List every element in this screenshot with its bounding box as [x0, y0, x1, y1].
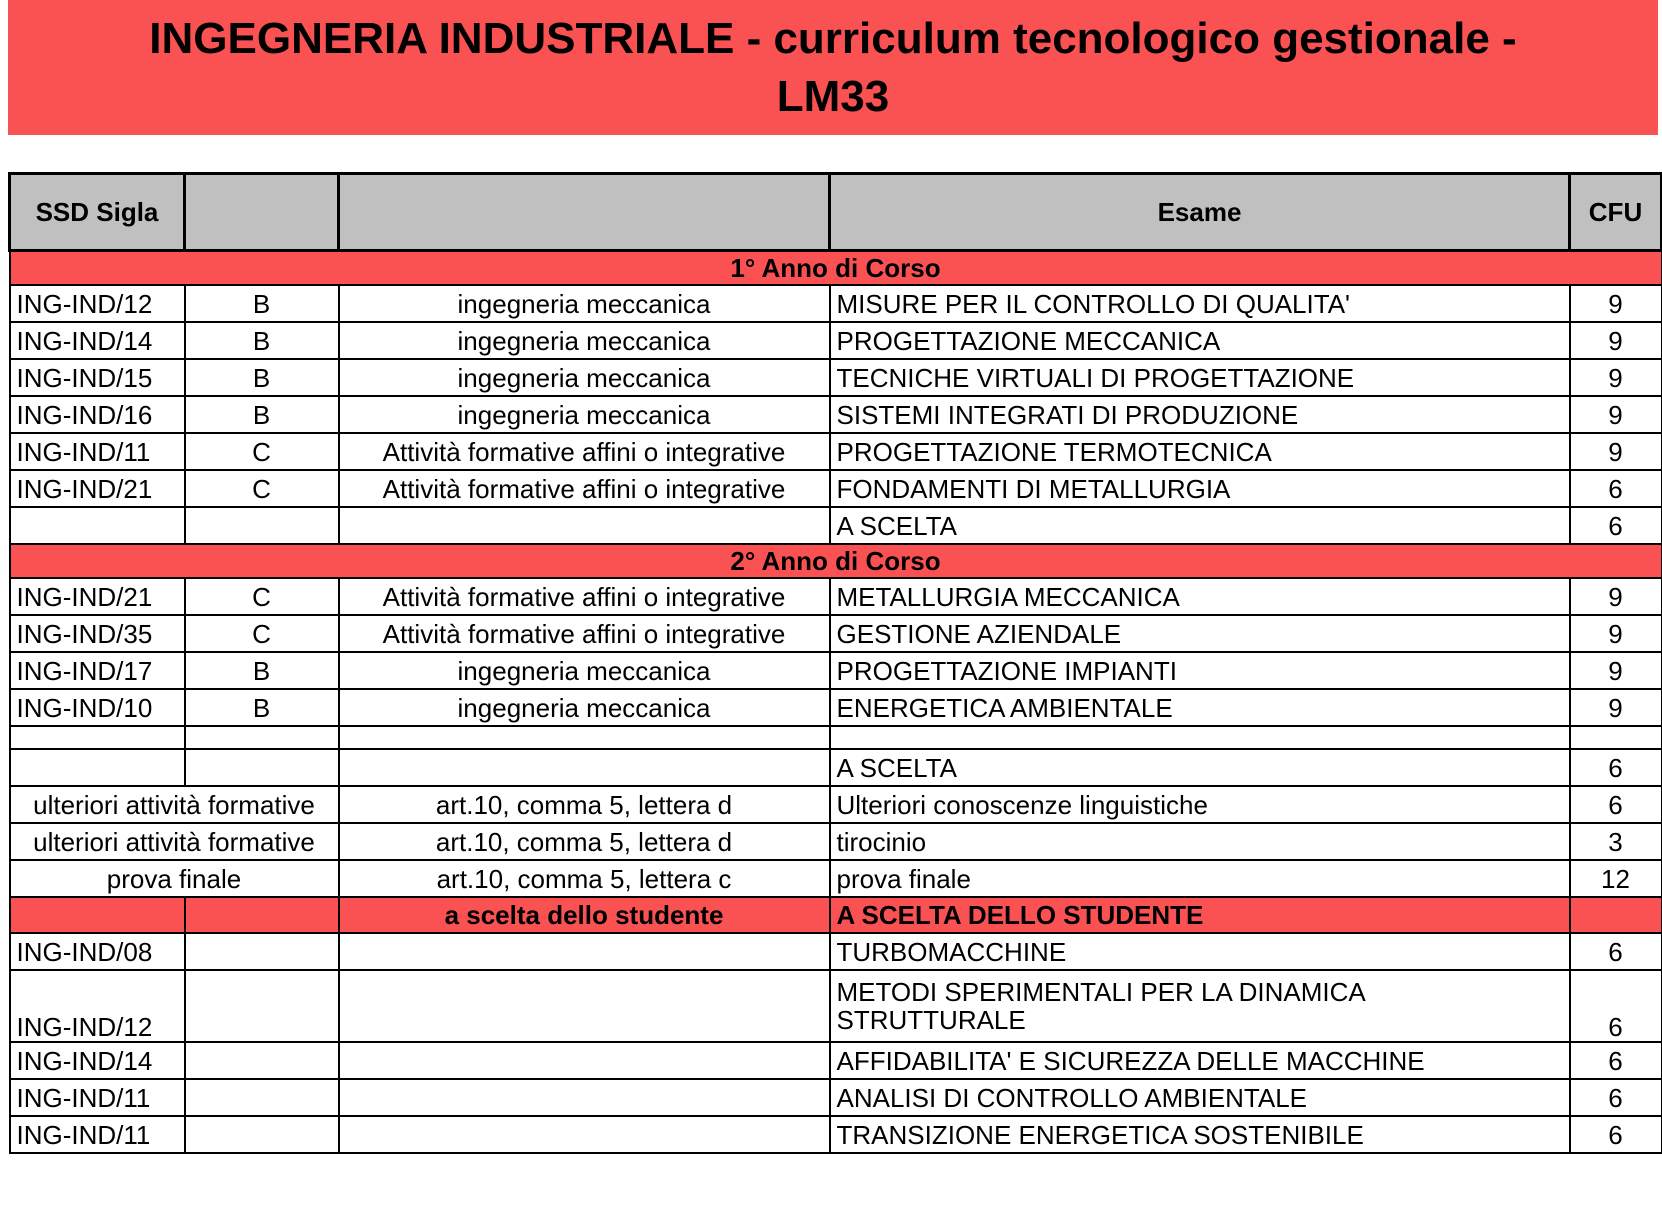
table-row	[10, 1042, 1662, 1079]
year2-section	[10, 544, 1662, 578]
cell-sigla: C	[185, 578, 339, 615]
table-row	[10, 652, 1662, 689]
table-row	[10, 578, 1662, 615]
cell-esame: TURBOMACCHINE	[830, 933, 1570, 970]
cell-ambito: ingegneria meccanica	[339, 359, 830, 396]
cell-esame: PROGETTAZIONE IMPIANTI	[830, 652, 1570, 689]
cell-ambito: ingegneria meccanica	[339, 322, 830, 359]
header-ssd: SSD Sigla	[10, 174, 185, 251]
cell-cfu: 9	[1570, 689, 1662, 726]
cell-esame: GESTIONE AZIENDALE	[830, 615, 1570, 652]
table-row	[10, 433, 1662, 470]
title-line-1: INGEGNERIA INDUSTRIALE - curriculum tecnologico gestionale -	[149, 13, 1517, 63]
cell-sigla: B	[185, 396, 339, 433]
cell-ambito	[339, 507, 830, 544]
cell-cfu: 6	[1570, 1079, 1662, 1116]
cell-esame-line2: STRUTTURALE	[836, 1005, 1026, 1035]
table-row	[10, 749, 1662, 786]
cell-ssd: ING-IND/08	[10, 933, 185, 970]
cell-esame: A SCELTA	[830, 507, 1570, 544]
cell-cfu: 6	[1570, 507, 1662, 544]
cell-esame	[830, 970, 1570, 1042]
cell-ssd: ING-IND/14	[10, 1042, 185, 1079]
cell-esame: Ulteriori conoscenze linguistiche	[830, 786, 1570, 823]
cell-ssd: ING-IND/11	[10, 433, 185, 470]
table-row	[10, 933, 1662, 970]
table-row	[10, 860, 1662, 897]
cell-esame: PROGETTAZIONE TERMOTECNICA	[830, 433, 1570, 470]
cell-cfu: 9	[1570, 285, 1662, 322]
cell-ambito: ingegneria meccanica	[339, 396, 830, 433]
page-title	[8, 0, 1658, 135]
cell-sigla: C	[185, 615, 339, 652]
table-row	[10, 1116, 1662, 1153]
cell-esame: ENERGETICA AMBIENTALE	[830, 689, 1570, 726]
cell-ssd: ING-IND/17	[10, 652, 185, 689]
cell-sigla: B	[185, 359, 339, 396]
curriculum-table	[8, 172, 1662, 1154]
header-cfu: CFU	[1570, 174, 1662, 251]
table-row	[10, 322, 1662, 359]
year1-label: 1° Anno di Corso	[10, 251, 1662, 286]
cell-norma: art.10, comma 5, lettera c	[339, 860, 830, 897]
cell-cfu: 6	[1570, 470, 1662, 507]
header-col3	[339, 174, 830, 251]
cell-ambito: ingegneria meccanica	[339, 652, 830, 689]
cell-cfu: 9	[1570, 615, 1662, 652]
cell-esame-line1: METODI SPERIMENTALI PER LA DINAMICA	[836, 977, 1366, 1007]
cell-cfu: 6	[1570, 1042, 1662, 1079]
cell-cfu: 9	[1570, 396, 1662, 433]
cell-ssd: ING-IND/14	[10, 322, 185, 359]
cell-ambito: Attività formative affini o integrative	[339, 578, 830, 615]
cell-sigla: C	[185, 470, 339, 507]
empty-row	[10, 726, 1662, 749]
cell-cfu: 6	[1570, 970, 1662, 1042]
cell-esame: tirocinio	[830, 823, 1570, 860]
cell-ssd: ING-IND/21	[10, 578, 185, 615]
cell-sigla: C	[185, 433, 339, 470]
cell-cfu: 9	[1570, 652, 1662, 689]
cell-cfu: 6	[1570, 786, 1662, 823]
cell-ssd: ING-IND/35	[10, 615, 185, 652]
cell-esame: TRANSIZIONE ENERGETICA SOSTENIBILE	[830, 1116, 1570, 1153]
cell-sigla: B	[185, 689, 339, 726]
table-row	[10, 470, 1662, 507]
year2-label: 2° Anno di Corso	[10, 544, 1662, 578]
cell-norma: art.10, comma 5, lettera d	[339, 786, 830, 823]
cell-cfu: 9	[1570, 359, 1662, 396]
table-row	[10, 1079, 1662, 1116]
cell-esame: AFFIDABILITA' E SICUREZZA DELLE MACCHINE	[830, 1042, 1570, 1079]
table-row	[10, 396, 1662, 433]
cell-esame: SISTEMI INTEGRATI DI PRODUZIONE	[830, 396, 1570, 433]
cell-norma: art.10, comma 5, lettera d	[339, 823, 830, 860]
table-row	[10, 786, 1662, 823]
electives-header	[10, 897, 1662, 933]
cell-ambito: ingegneria meccanica	[339, 285, 830, 322]
cell-ambito: Attività formative affini o integrative	[339, 615, 830, 652]
table-row	[10, 359, 1662, 396]
cell-cfu: 9	[1570, 433, 1662, 470]
table-row	[10, 823, 1662, 860]
electives-group-label: a scelta dello studente	[339, 897, 830, 933]
table-row	[10, 970, 1662, 1042]
cell-ambito: ingegneria meccanica	[339, 689, 830, 726]
cell-ssd: ING-IND/11	[10, 1116, 185, 1153]
cell-ssd: ING-IND/15	[10, 359, 185, 396]
cell-ssd: ING-IND/16	[10, 396, 185, 433]
cell-esame: METALLURGIA MECCANICA	[830, 578, 1570, 615]
table-row	[10, 507, 1662, 544]
table-row	[10, 689, 1662, 726]
cell-esame: FONDAMENTI DI METALLURGIA	[830, 470, 1570, 507]
cell-ssd: ING-IND/10	[10, 689, 185, 726]
cell-ambito: Attività formative affini o integrative	[339, 433, 830, 470]
cell-sigla: B	[185, 652, 339, 689]
cell-ssd: ING-IND/11	[10, 1079, 185, 1116]
cell-cfu: 9	[1570, 578, 1662, 615]
title-line-2: LM33	[776, 71, 890, 121]
table-row	[10, 615, 1662, 652]
cell-tipo: prova finale	[10, 860, 339, 897]
cell-sigla	[185, 507, 339, 544]
cell-cfu: 6	[1570, 1116, 1662, 1153]
cell-esame: TECNICHE VIRTUALI DI PROGETTAZIONE	[830, 359, 1570, 396]
cell-sigla: B	[185, 322, 339, 359]
cell-cfu: 6	[1570, 749, 1662, 786]
cell-cfu: 9	[1570, 322, 1662, 359]
cell-tipo: ulteriori attività formative	[10, 823, 339, 860]
cell-esame: A SCELTA	[830, 749, 1570, 786]
electives-title: A SCELTA DELLO STUDENTE	[830, 897, 1570, 933]
cell-ssd: ING-IND/12	[10, 970, 185, 1042]
cell-esame: PROGETTAZIONE MECCANICA	[830, 322, 1570, 359]
cell-sigla: B	[185, 285, 339, 322]
header-col2	[185, 174, 339, 251]
table-row	[10, 285, 1662, 322]
cell-esame: ANALISI DI CONTROLLO AMBIENTALE	[830, 1079, 1570, 1116]
cell-ssd: ING-IND/21	[10, 470, 185, 507]
cell-esame: prova finale	[830, 860, 1570, 897]
cell-cfu: 12	[1570, 860, 1662, 897]
header-esame: Esame	[830, 174, 1570, 251]
cell-esame: MISURE PER IL CONTROLLO DI QUALITA'	[830, 285, 1570, 322]
cell-cfu: 3	[1570, 823, 1662, 860]
cell-cfu: 6	[1570, 933, 1662, 970]
table-header	[10, 174, 1662, 251]
cell-ssd: ING-IND/12	[10, 285, 185, 322]
cell-tipo: ulteriori attività formative	[10, 786, 339, 823]
cell-ssd	[10, 507, 185, 544]
cell-ambito: Attività formative affini o integrative	[339, 470, 830, 507]
year1-section	[10, 251, 1662, 286]
